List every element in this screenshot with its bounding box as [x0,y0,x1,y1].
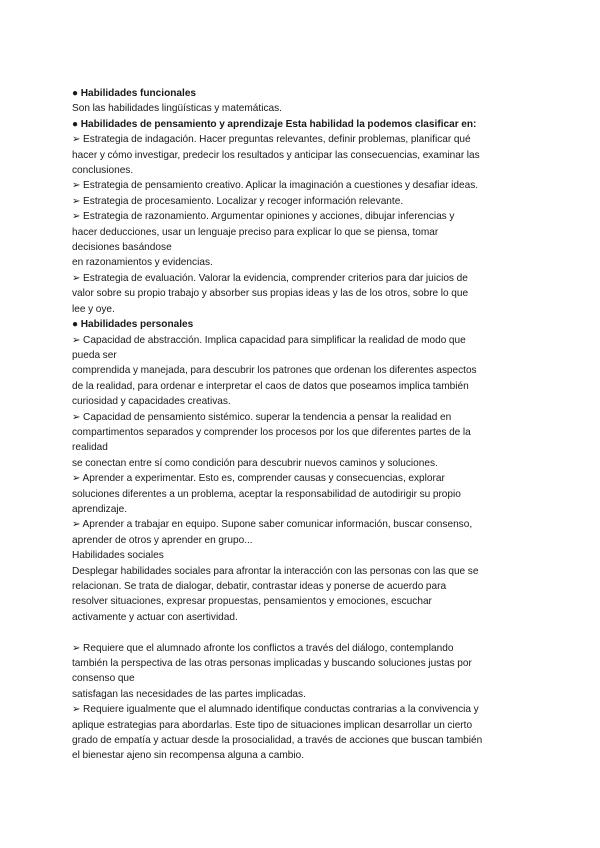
text-line: consenso que [72,673,135,685]
text-line: decisiones basándose [72,242,172,254]
text-line: curiosidad y capacidades creativas. [72,396,231,408]
text-line: el bienestar ajeno sin recompensa alguna a cambio. [72,750,305,762]
text-line: realidad [72,442,108,454]
text-line: Habilidades sociales [72,550,164,562]
section-heading: ● Habilidades funcionales [72,88,197,99]
text-line: resolver situaciones, expresar propuestas, pensamientos y emociones, escuchar [72,596,432,608]
text-line: pueda ser [72,349,117,361]
text-line: compartimentos separados y comprender los procesos por los que diferentes partes de la [72,426,471,438]
text-line: ➢ Estrategia de pensamiento creativo. Aplicar la imaginación a cuestiones y desafiar ideas. [72,180,479,192]
text-line: ➢ Estrategia de procesamiento. Localizar y recoger información relevante. [72,195,404,207]
section-heading: ● Habilidades de pensamiento y aprendizaje Esta habilidad la podemos clasificar en: [72,118,477,130]
blank-line [72,625,532,640]
text-line: relacionan. Se trata de dialogar, debatir, contrastar ideas y ponerse de acuerdo para [72,581,447,592]
text-line: lee y oye. [72,303,115,315]
text-line: ➢ Requiere que el alumnado afronte los conflictos a través del diálogo, contemplando [72,642,454,654]
text-line: ➢ Estrategia de indagación. Hacer preguntas relevantes, definir problemas, planificar qué [72,134,471,146]
text-line: ➢ Capacidad de abstracción. Implica capacidad para simplificar la realidad de modo que [72,334,466,346]
text-line: comprendida y manejada, para descubrir los patrones que ordenan los diferentes aspectos [72,365,477,377]
text-line: conclusiones. [72,165,134,177]
text-line: se conectan entre sí como condición para descubrir nuevos caminos y soluciones. [72,457,438,469]
text-line: aprendizaje. [72,503,127,515]
text-line: también la perspectiva de las otras personas implicadas y buscando soluciones justas por [72,658,472,670]
text-line: Desplegar habilidades sociales para afrontar la interacción con las personas con las que se [72,565,479,577]
text-line: activamente y actuar con asertividad. [72,611,238,623]
text-line: hacer deducciones, usar un lenguaje preciso para explicar lo que se piensa, tomar [72,226,439,238]
text-line: ➢ Aprender a trabajar en equipo. Supone saber comunicar información, buscar consenso, [72,519,473,531]
text-line: ➢ Requiere igualmente que el alumnado identifique conductas contrarias a la convivencia y [72,704,479,716]
text-line: en razonamientos y evidencias. [72,257,213,269]
text-line: ➢ Estrategia de razonamiento. Argumentar opiniones y acciones, dibujar inferencias y [72,211,455,223]
document-page [72,86,532,764]
text-line: soluciones diferentes a un problema, aceptar la responsabilidad de autodirigir su propio [72,488,461,500]
text-line: valor sobre su propio trabajo y absorber sus propias ideas y las de los otros, sobre lo que [72,288,469,300]
text-line: Son las habilidades lingüísticas y matemáticas. [72,103,282,115]
text-line: aprender de otros y aprender en grupo... [72,534,253,546]
text-line: ➢ Aprender a experimentar. Esto es, comprender causas y consecuencias, explorar [72,473,445,485]
text-line: ➢ Estrategia de evaluación. Valorar la evidencia, comprender criterios para dar juicios de [72,272,468,284]
text-line: grado de empatía y actuar desde la prosocialidad, a través de acciones que buscan también [72,735,483,747]
text-line: ➢ Capacidad de pensamiento sistémico. superar la tendencia a pensar la realidad en [72,411,452,423]
text-line: aplique estrategias para abordarlas. Este tipo de situaciones implican desarrollar un cierto [72,719,473,731]
text-line: hacer y cómo investigar, predecir los resultados y anticipar las consecuencias, examinar las [72,149,480,161]
text-line: de la realidad, para ordenar e interpretar el caos de datos que poseamos implica también [72,380,469,392]
text-line: satisfagan las necesidades de las partes implicadas. [72,688,306,700]
section-heading: ● Habilidades personales [72,319,194,331]
